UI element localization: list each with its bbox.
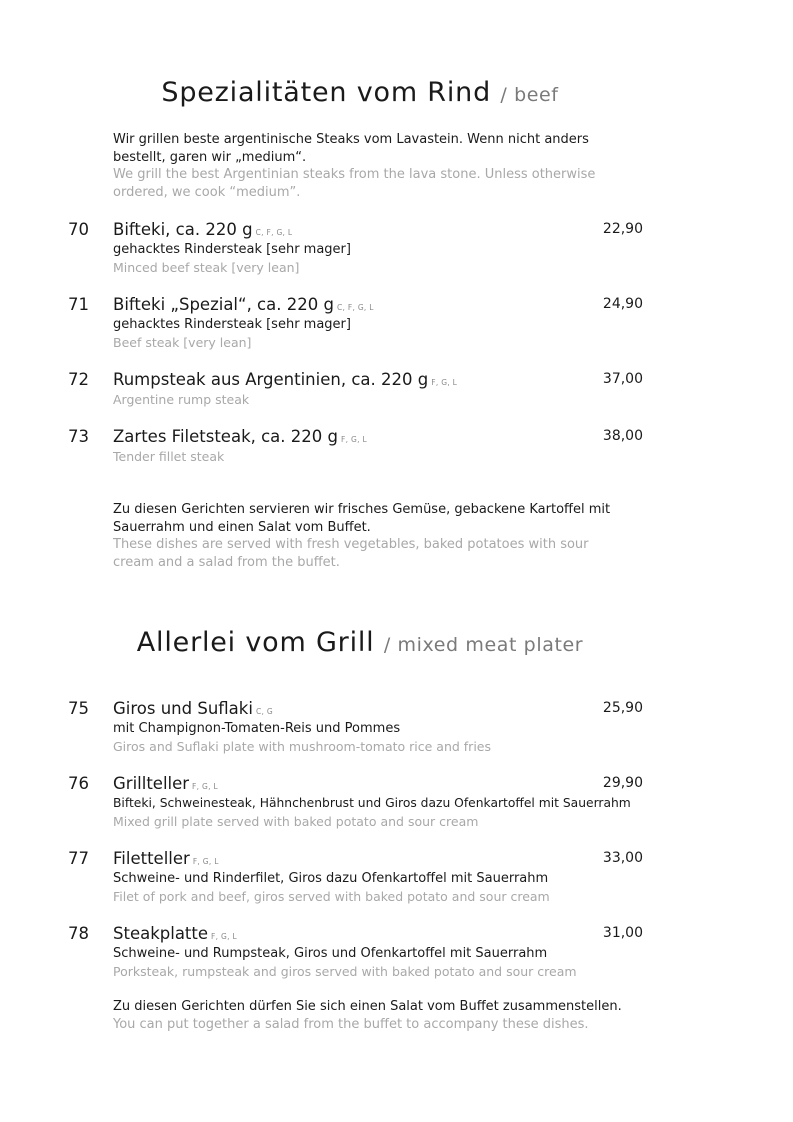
footer-english: You can put together a salad from the buffet to accompany these dishes.	[113, 1016, 589, 1032]
section-title-text: Spezialitäten vom Rind	[161, 77, 492, 108]
item-price: 33,00	[602, 850, 643, 866]
item-number: 70	[68, 220, 89, 239]
item-number: 72	[68, 370, 89, 389]
item-description-german: Bifteki, Schweinesteak, Hähnchenbrust und Giros dazu Ofenkartoffel mit Sauerrahm	[113, 796, 631, 810]
item-allergens: C, F, G, L	[336, 303, 374, 312]
item-name: Steakplatte F, G, L	[113, 924, 237, 943]
item-description-german: Schweine- und Rumpsteak, Giros und Ofenkartoffel mit Sauerrahm	[113, 946, 548, 961]
item-name: Rumpsteak aus Argentinien, ca. 220 g F, G, L	[113, 370, 458, 389]
item-allergens: F, G, L	[211, 932, 237, 941]
section-subtitle: / mixed meat plater	[383, 634, 584, 656]
item-allergens: C, G	[255, 707, 273, 716]
item-description-english: Mixed grill plate served with baked potato and sour cream	[113, 814, 479, 829]
intro-german: Wir grillen beste argentinische Steaks vom Lavastein. Wenn nicht anders bestellt, garen wir „medium“.	[113, 132, 589, 165]
item-number: 76	[68, 774, 89, 793]
item-price: 22,90	[602, 221, 643, 237]
footer-german: Zu diesen Gerichten servieren wir frisches Gemüse, gebackene Kartoffel mit Sauerrahm und einen Salat vom Buffet.	[113, 502, 611, 535]
intro-english: We grill the best Argentinian steaks from the lava stone. Unless otherwise ordered, we cook “medium”.	[113, 167, 596, 200]
item-number: 71	[68, 295, 89, 314]
section-title-text: Allerlei vom Grill	[136, 627, 375, 658]
item-allergens: F, G, L	[192, 782, 218, 791]
item-description-english: Tender fillet steak	[113, 449, 225, 464]
item-price: 24,90	[602, 296, 643, 312]
item-price: 37,00	[602, 371, 643, 387]
item-description-english: Argentine rump steak	[113, 392, 250, 407]
item-price: 29,90	[602, 775, 643, 791]
item-name: Giros und Suflaki C, G	[113, 699, 273, 718]
item-allergens: F, G, L	[192, 857, 219, 866]
item-description-german: mit Champignon-Tomaten-Reis und Pommes	[113, 721, 401, 736]
section-title-beef	[0, 77, 720, 108]
item-description-german: Schweine- und Rinderfilet, Giros dazu Ofenkartoffel mit Sauerrahm	[113, 871, 549, 886]
item-price: 38,00	[602, 428, 643, 444]
item-description-english: Beef steak [very lean]	[113, 335, 252, 350]
item-name: Filetteller F, G, L	[113, 849, 219, 868]
item-name: Bifteki „Spezial“, ca. 220 g C, F, G, L	[113, 295, 374, 314]
item-number: 75	[68, 699, 89, 718]
item-description-german: gehacktes Rindersteak [sehr mager]	[113, 317, 351, 332]
item-number: 77	[68, 849, 89, 868]
section-subtitle: / beef	[500, 84, 559, 106]
item-description-german: gehacktes Rindersteak [sehr mager]	[113, 242, 351, 257]
section-footer-note	[113, 998, 673, 1033]
footer-german: Zu diesen Gerichten dürfen Sie sich einen Salat vom Buffet zusammenstellen.	[113, 999, 622, 1014]
item-allergens: F, G, L	[341, 435, 367, 444]
item-description-english: Porksteak, rumpsteak and giros served with baked potato and sour cream	[113, 964, 577, 979]
item-name: Bifteki, ca. 220 g C, F, G, L	[113, 220, 293, 239]
item-description-english: Filet of pork and beef, giros served with baked potato and sour cream	[113, 889, 550, 904]
section-footer-note	[113, 501, 633, 571]
item-number: 78	[68, 924, 89, 943]
item-name: Grillteller F, G, L	[113, 774, 218, 793]
section-title-grill	[0, 627, 720, 658]
item-description-english: Giros and Suflaki plate with mushroom-tomato rice and fries	[113, 739, 491, 754]
item-name: Zartes Filetsteak, ca. 220 g F, G, L	[113, 427, 367, 446]
item-description-english: Minced beef steak [very lean]	[113, 260, 300, 275]
item-allergens: C, F, G, L	[255, 228, 293, 237]
item-price: 25,90	[602, 700, 643, 716]
section-intro	[113, 131, 633, 201]
item-allergens: F, G, L	[431, 378, 458, 387]
footer-english: These dishes are served with fresh vegetables, baked potatoes with sour cream and a salad from the buffet.	[113, 537, 589, 570]
item-price: 31,00	[602, 925, 643, 941]
item-number: 73	[68, 427, 89, 446]
